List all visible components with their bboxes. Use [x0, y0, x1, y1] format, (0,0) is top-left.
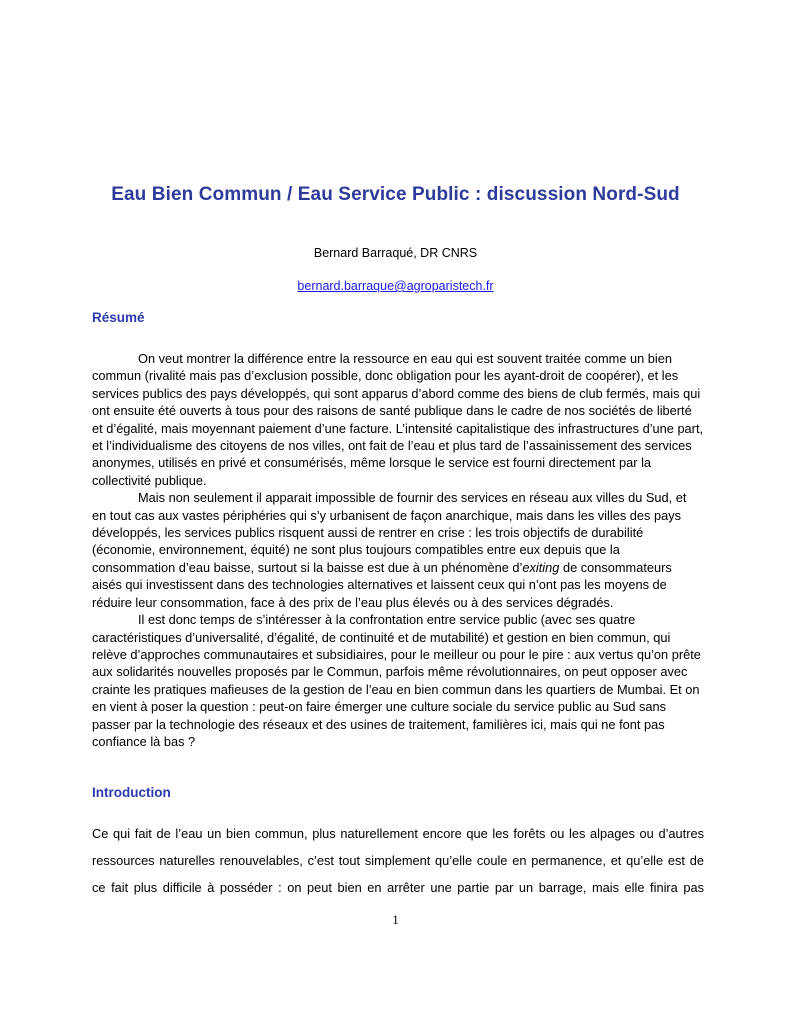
- introduction-heading: Introduction: [92, 785, 171, 800]
- author-line: Bernard Barraqué, DR CNRS: [313, 246, 478, 260]
- resume-paragraph-2-part-2: de consommateurs aisés qui investissent dans des technologies alternatives et laissent ceux qui n’ont pas les moyens de réduire leur consommation, face à des prix de l’eau plus élevés ou à des services dégradés.: [92, 559, 672, 610]
- resume-paragraph-2-part-1: Mais non seulement il apparait impossible de fournir des services en réseau aux villes du Sud, et en tout cas aux vastes périphéries qui s’y urbanisent de façon anarchique, mais dans les villes des pays développés, les services publics risquent aussi de rentrer en crise : les trois objectifs de durabilité (économie, environnement, équité) ne sont plus toujours compatibles entre eux depuis que la consommation d’eau baisse, surtout si la baisse est due à un phénomène d’: [92, 490, 687, 575]
- resume-paragraph-3: Il est donc temps de s’intéresser à la confrontation entre service public (avec ses quatre caractéristiques d’universalité, d’égalité, de continuité et de mutabilité) et gestion en bien commun, qui relève d’approches communautaires et subsidiaires, pour le meilleur ou pour le pire : aux vertus qu’on prête aux solidarités nouvelles proposés par le Commun, parfois même révolutionnaires, on peut opposer avec crainte les pratiques mafieuses de la gestion de l’eau en bien commun dans les quartiers de Mumbai. Et on en vient à poser la question : peut-on faire émerger une culture sociale du service public au Sud sans passer par la technologie des réseaux et des usines de traitement, familières ici, mais qui ne font pas confiance là bas ?: [92, 612, 701, 749]
- document-title: Eau Bien Commun / Eau Service Public : discussion Nord-Sud: [111, 184, 680, 205]
- resume-body: [92, 350, 704, 750]
- introduction-paragraph-1: Ce qui fait de l’eau un bien commun, plus naturellement encore que les forêts ou les alpages ou d’autres ressources naturelles renouvelables, c’est tout simplement qu’elle coule en permanence, et qu’elle est de ce fait plus difficile à posséder : on peut bien en arrêter une partie par un barrage, mais elle finira pas: [92, 826, 704, 895]
- page-number: 1: [392, 913, 399, 927]
- resume-paragraph-2-italic: exiting: [522, 559, 560, 575]
- author-email: [0, 279, 791, 293]
- email-link[interactable]: bernard.barraque@agroparistech.fr: [297, 279, 494, 293]
- resume-paragraph-2: [92, 489, 704, 611]
- resume-paragraph-1: On veut montrer la différence entre la ressource en eau qui est souvent traitée comme un bien commun (rivalité mais pas d’exclusion possible, donc obligation pour les ayant-droit de coopérer), et les services publics des pays développés, qui sont apparus d’abord comme des biens de club fermés, mais qui ont ensuite été ouverts à tous pour des raisons de santé publique dans le cadre de nos sociétés de liberté et d’égalité, mais moyennant paiement d’une facture. L’intensité capitalistique des infrastructures d’une part, et l’individualisme des citoyens de nos villes, ont fait de l’eau et plus tard de l’assainissement des services anonymes, utilisés en privé et consumérisés, même lorsque le service est fourni directement par la collectivité publique.: [92, 351, 704, 488]
- resume-heading: Résumé: [92, 310, 145, 325]
- introduction-body: [92, 820, 704, 901]
